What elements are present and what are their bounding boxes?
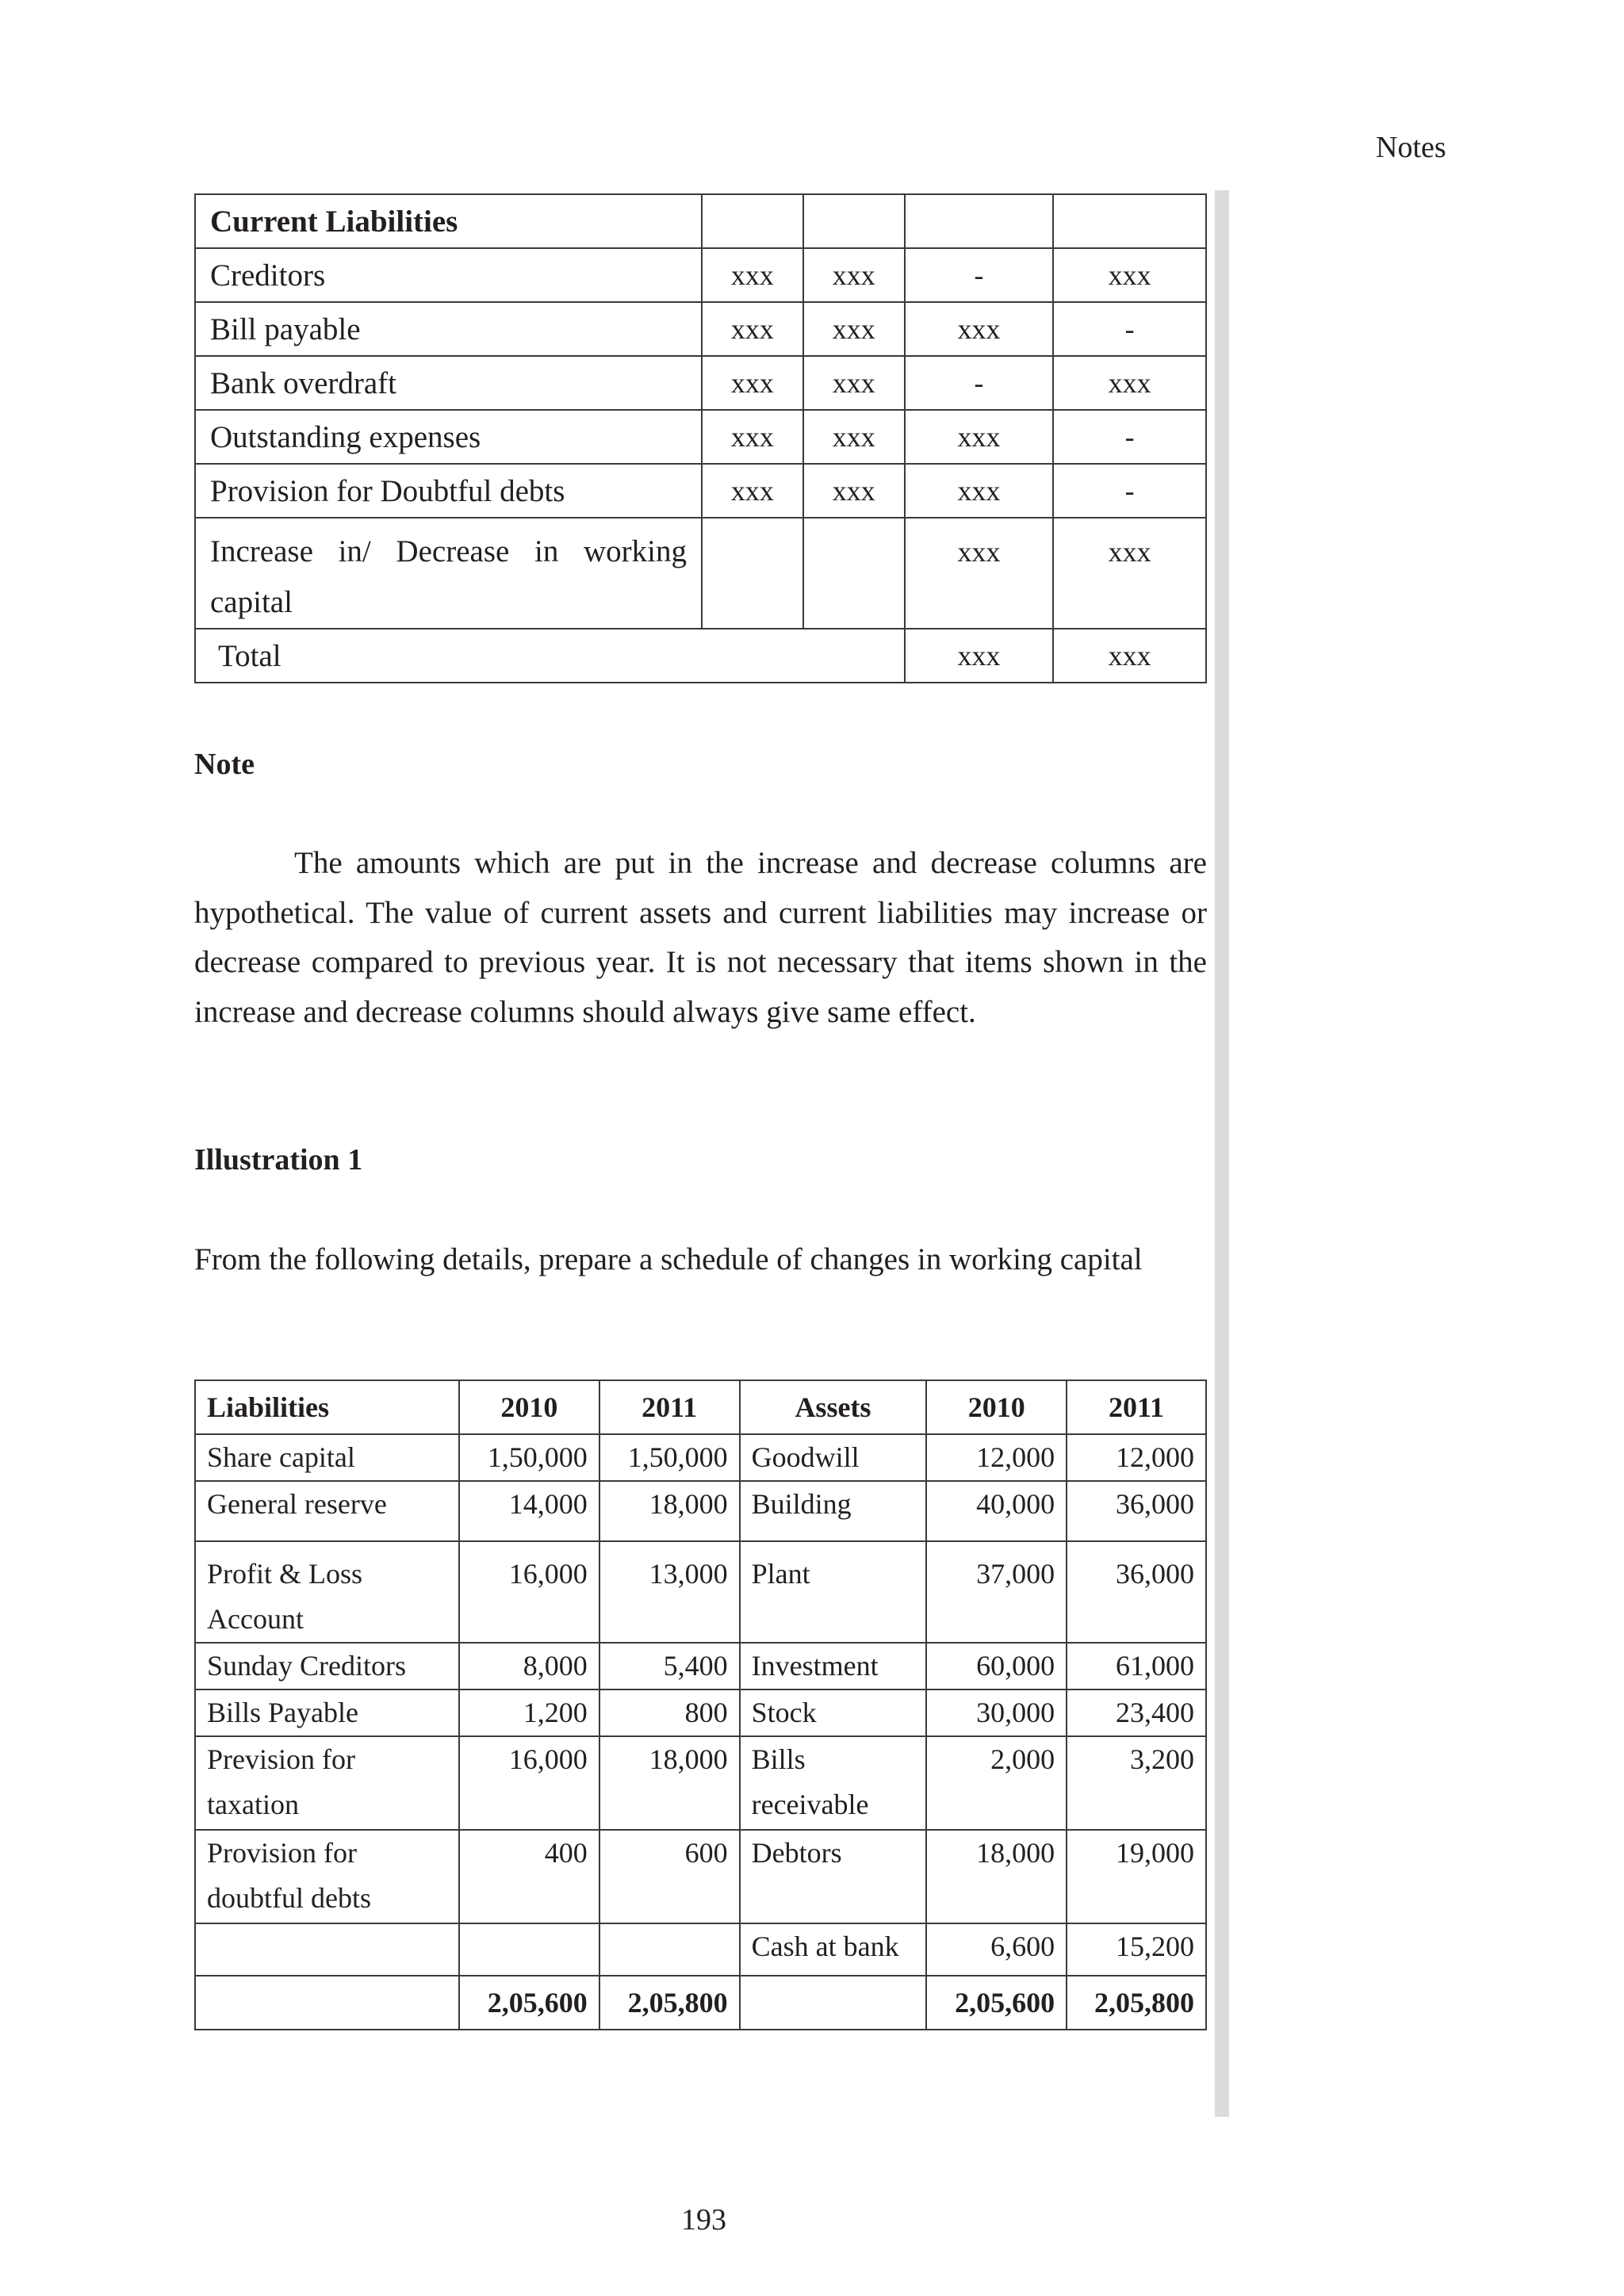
table-cell: xxx (905, 302, 1054, 356)
table-cell: 8,000 (459, 1643, 599, 1689)
table-cell: 3,200 (1067, 1736, 1206, 1830)
table-cell: xxx (803, 410, 905, 464)
table-row (195, 464, 1206, 518)
illustration-paragraph: From the following details, prepare a schedule of changes in working capital (194, 1242, 1143, 1276)
table-cell (1053, 194, 1206, 248)
column-header: Liabilities (195, 1380, 459, 1434)
table-cell: 18,000 (926, 1830, 1067, 1923)
table-cell (803, 518, 905, 629)
table-cell: 14,000 (459, 1481, 599, 1541)
table-cell: 6,600 (926, 1923, 1067, 1976)
column-header: 2010 (459, 1380, 599, 1434)
table-cell (195, 1976, 459, 2030)
table-row (195, 1434, 1206, 1481)
table-cell (740, 1976, 927, 2030)
table-row (195, 1923, 1206, 1976)
table-cell: 13,000 (599, 1541, 740, 1643)
table-cell: Goodwill (740, 1434, 927, 1481)
table-cell: Cash at bank (740, 1923, 927, 1976)
table-cell: Share capital (195, 1434, 459, 1481)
table-cell (599, 1923, 740, 1976)
total-label: Total (195, 629, 905, 683)
table-cell: 12,000 (1067, 1434, 1206, 1481)
column-header: 2011 (599, 1380, 740, 1434)
table-cell: 19,000 (1067, 1830, 1206, 1923)
table-row (195, 1830, 1206, 1923)
table-cell: 60,000 (926, 1643, 1067, 1689)
table-row (195, 518, 1206, 629)
table-header-row (195, 1380, 1206, 1434)
table-cell: 18,000 (599, 1736, 740, 1830)
current-liabilities-table (194, 193, 1207, 683)
table-cell: - (1053, 464, 1206, 518)
table-cell: xxx (905, 629, 1054, 683)
total-row (195, 1976, 1206, 2030)
table-cell: 16,000 (459, 1736, 599, 1830)
row-label: Bank overdraft (195, 356, 702, 410)
table-cell: 800 (599, 1689, 740, 1736)
table-cell: 1,200 (459, 1689, 599, 1736)
note-heading: Note (194, 748, 255, 781)
table-cell: 2,05,800 (1067, 1976, 1206, 2030)
table-cell: 1,50,000 (459, 1434, 599, 1481)
margin-rule (1215, 190, 1229, 2117)
table-cell: xxx (1053, 248, 1206, 302)
table-cell: 18,000 (599, 1481, 740, 1541)
column-header: 2011 (1067, 1380, 1206, 1434)
table-cell (803, 194, 905, 248)
table-cell: xxx (1053, 629, 1206, 683)
table-cell: xxx (803, 248, 905, 302)
table-cell: 2,05,800 (599, 1976, 740, 2030)
table-cell: - (1053, 410, 1206, 464)
table-cell: Plant (740, 1541, 927, 1643)
table-cell: Provision for doubtful debts (195, 1830, 459, 1923)
table-cell: xxx (905, 518, 1054, 629)
table-cell: xxx (702, 410, 803, 464)
table-cell (702, 518, 803, 629)
table-cell: 12,000 (926, 1434, 1067, 1481)
table-cell: xxx (702, 302, 803, 356)
table-cell: 61,000 (1067, 1643, 1206, 1689)
table-row (195, 1643, 1206, 1689)
page-number: 193 (681, 2203, 726, 2237)
table-cell: xxx (702, 356, 803, 410)
illustration-heading: Illustration 1 (194, 1143, 363, 1177)
section-heading: Current Liabilities (195, 194, 702, 248)
table-cell: Sunday Creditors (195, 1643, 459, 1689)
table-cell (459, 1923, 599, 1976)
table-cell: Debtors (740, 1830, 927, 1923)
table-row (195, 194, 1206, 248)
table-cell: General reserve (195, 1481, 459, 1541)
notes-label: Notes (1376, 131, 1446, 164)
table-cell: xxx (803, 302, 905, 356)
column-header: 2010 (926, 1380, 1067, 1434)
table-cell: 600 (599, 1830, 740, 1923)
table-row (195, 248, 1206, 302)
table-cell: - (1053, 302, 1206, 356)
table-row (195, 410, 1206, 464)
table-cell: xxx (702, 248, 803, 302)
note-paragraph: The amounts which are put in the increase and decrease columns are hypothetical. The value of current assets and current liabilities may increase or decrease compared to previous year. It is not necessary that items shown in the increase and decrease columns should always give same effect. (194, 846, 1207, 1029)
table-cell (702, 194, 803, 248)
table-cell: 16,000 (459, 1541, 599, 1643)
table-cell: - (905, 248, 1054, 302)
row-label: Outstanding expenses (195, 410, 702, 464)
table-cell: 36,000 (1067, 1541, 1206, 1643)
table-cell: Stock (740, 1689, 927, 1736)
table-cell: Bills receivable (740, 1736, 927, 1830)
row-label-line: capital (210, 585, 293, 619)
table-cell: xxx (702, 464, 803, 518)
table-cell: Profit & Loss Account (195, 1541, 459, 1643)
row-label-line: Increase in/ Decrease in working (210, 534, 687, 568)
table-cell: xxx (905, 464, 1054, 518)
table-cell: 36,000 (1067, 1481, 1206, 1541)
total-row (195, 629, 1206, 683)
table-cell: 2,000 (926, 1736, 1067, 1830)
table-cell: Prevision for taxation (195, 1736, 459, 1830)
table-row (195, 356, 1206, 410)
table-cell: 1,50,000 (599, 1434, 740, 1481)
table-cell: Bills Payable (195, 1689, 459, 1736)
column-header: Assets (740, 1380, 927, 1434)
table-cell: 5,400 (599, 1643, 740, 1689)
table-cell: xxx (803, 464, 905, 518)
table-cell: xxx (905, 410, 1054, 464)
table-cell: 30,000 (926, 1689, 1067, 1736)
table-cell (195, 1923, 459, 1976)
table-cell: 15,200 (1067, 1923, 1206, 1976)
table-cell: 37,000 (926, 1541, 1067, 1643)
table-cell: 23,400 (1067, 1689, 1206, 1736)
table-row (195, 1689, 1206, 1736)
table-cell: 2,05,600 (459, 1976, 599, 2030)
table-cell: 400 (459, 1830, 599, 1923)
table-cell: xxx (1053, 356, 1206, 410)
table-cell: xxx (1053, 518, 1206, 629)
table-cell: 40,000 (926, 1481, 1067, 1541)
table-cell: - (905, 356, 1054, 410)
table-row (195, 1736, 1206, 1830)
row-label (195, 518, 702, 629)
table-row (195, 302, 1206, 356)
row-label: Provision for Doubtful debts (195, 464, 702, 518)
table-cell: 2,05,600 (926, 1976, 1067, 2030)
balance-sheet-table (194, 1380, 1207, 2030)
table-cell: xxx (803, 356, 905, 410)
table-cell: Investment (740, 1643, 927, 1689)
table-row (195, 1481, 1206, 1541)
row-label: Creditors (195, 248, 702, 302)
table-cell: Building (740, 1481, 927, 1541)
table-row (195, 1541, 1206, 1643)
table-cell (905, 194, 1054, 248)
row-label: Bill payable (195, 302, 702, 356)
